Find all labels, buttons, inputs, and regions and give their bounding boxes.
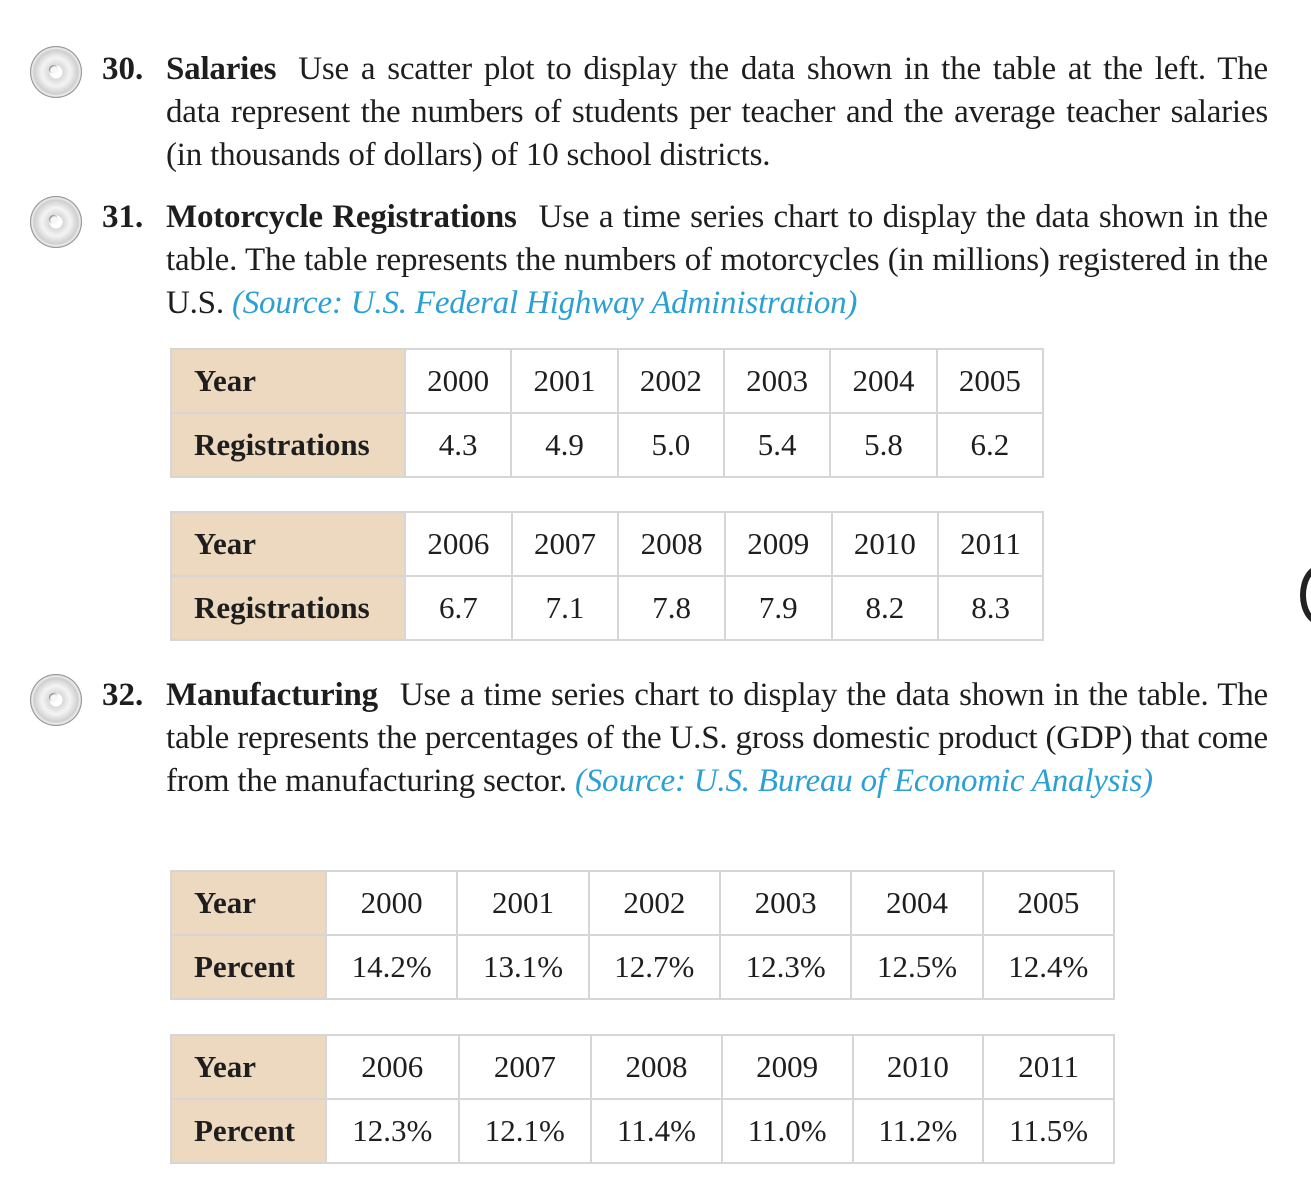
- cd-disc-icon[interactable]: [30, 674, 82, 726]
- year-cell: 2002: [618, 349, 724, 413]
- value-row: [171, 413, 1043, 477]
- value-cell: 8.2: [832, 576, 939, 640]
- exercise-text: Use a time series chart to display the data shown in the table. The table represents the percentages of the U.S. gross domestic product (GDP) that come from the manufacturing sector.: [166, 677, 1268, 799]
- row-header-percent: Percent: [171, 1099, 326, 1163]
- value-cell: 7.8: [618, 576, 725, 640]
- motorcycle-table-2006-2011: [170, 511, 1044, 641]
- exercise-body: [166, 674, 1268, 803]
- year-cell: 2003: [724, 349, 830, 413]
- year-row: [171, 349, 1043, 413]
- cd-disc-icon[interactable]: [30, 196, 82, 248]
- value-cell: 12.5%: [851, 935, 982, 999]
- value-cell: 12.7%: [589, 935, 720, 999]
- value-cell: 11.4%: [591, 1099, 722, 1163]
- year-cell: 2001: [511, 349, 617, 413]
- exercise-title: Motorcycle Registrations: [166, 199, 517, 235]
- motorcycle-table-2000-2005: [170, 348, 1044, 478]
- source-citation: (Source: U.S. Bureau of Economic Analysis): [574, 763, 1153, 799]
- year-row: [171, 512, 1043, 576]
- cd-disc-icon[interactable]: [30, 46, 82, 98]
- exercise-number: 32.: [102, 677, 144, 713]
- year-cell: 2004: [851, 871, 982, 935]
- manufacturing-table-2000-2005: [170, 870, 1115, 1000]
- value-row: [171, 1099, 1114, 1163]
- year-cell: 2001: [457, 871, 588, 935]
- exercise-number: 31.: [102, 199, 144, 235]
- year-cell: 2011: [938, 512, 1043, 576]
- year-cell: 2000: [405, 349, 511, 413]
- value-cell: 11.2%: [853, 1099, 984, 1163]
- exercise-body: [166, 196, 1268, 325]
- value-cell: 8.3: [938, 576, 1043, 640]
- exercise-title: Manufacturing: [166, 677, 378, 713]
- exercise-number: 30.: [102, 51, 144, 87]
- value-cell: 11.5%: [983, 1099, 1114, 1163]
- exercise-30: [30, 40, 1268, 175]
- year-cell: 2009: [722, 1035, 853, 1099]
- value-cell: 4.9: [511, 413, 617, 477]
- row-header-percent: Percent: [171, 935, 326, 999]
- value-cell: 6.7: [405, 576, 512, 640]
- manufacturing-table-2006-2011: [170, 1034, 1115, 1164]
- year-cell: 2007: [512, 512, 619, 576]
- year-cell: 2008: [618, 512, 725, 576]
- value-cell: 12.3%: [326, 1099, 459, 1163]
- year-cell: 2010: [853, 1035, 984, 1099]
- exercise-32: [30, 668, 1268, 848]
- scroll-handle-icon[interactable]: [1300, 565, 1311, 625]
- exercise-text: Use a scatter plot to display the data shown in the table at the left. The data represent the numbers of students per teacher and the average teacher salaries (in thousands of dollars) of 10 school districts.: [166, 51, 1268, 173]
- year-row: [171, 871, 1114, 935]
- year-cell: 2007: [459, 1035, 592, 1099]
- year-cell: 2000: [326, 871, 457, 935]
- exercise-31: [30, 190, 1268, 330]
- row-header-year: Year: [171, 1035, 326, 1099]
- year-cell: 2010: [832, 512, 939, 576]
- year-cell: 2006: [326, 1035, 459, 1099]
- year-row: [171, 1035, 1114, 1099]
- value-row: [171, 576, 1043, 640]
- year-cell: 2011: [983, 1035, 1114, 1099]
- value-cell: 7.1: [512, 576, 619, 640]
- value-cell: 4.3: [405, 413, 511, 477]
- year-cell: 2005: [937, 349, 1043, 413]
- value-cell: 7.9: [725, 576, 832, 640]
- year-cell: 2008: [591, 1035, 722, 1099]
- row-header-registrations: Registrations: [171, 576, 405, 640]
- exercise-title: Salaries: [166, 51, 277, 87]
- value-cell: 12.3%: [720, 935, 851, 999]
- value-row: [171, 935, 1114, 999]
- value-cell: 12.1%: [459, 1099, 592, 1163]
- row-header-year: Year: [171, 871, 326, 935]
- source-citation: (Source: U.S. Federal Highway Administration): [231, 285, 858, 321]
- exercise-body: [166, 48, 1268, 177]
- value-cell: 12.4%: [983, 935, 1114, 999]
- row-header-registrations: Registrations: [171, 413, 405, 477]
- row-header-year: Year: [171, 349, 405, 413]
- year-cell: 2009: [725, 512, 832, 576]
- value-cell: 5.4: [724, 413, 830, 477]
- year-cell: 2005: [983, 871, 1114, 935]
- value-cell: 5.0: [618, 413, 724, 477]
- year-cell: 2004: [830, 349, 936, 413]
- exercise-text: Use a time series chart to display the data shown in the table. The table represents the numbers of motorcycles (in millions) registered in the U.S.: [166, 199, 1268, 321]
- value-cell: 14.2%: [326, 935, 457, 999]
- row-header-year: Year: [171, 512, 405, 576]
- value-cell: 5.8: [830, 413, 936, 477]
- value-cell: 13.1%: [457, 935, 588, 999]
- value-cell: 6.2: [937, 413, 1043, 477]
- year-cell: 2003: [720, 871, 851, 935]
- year-cell: 2006: [405, 512, 512, 576]
- year-cell: 2002: [589, 871, 720, 935]
- value-cell: 11.0%: [722, 1099, 853, 1163]
